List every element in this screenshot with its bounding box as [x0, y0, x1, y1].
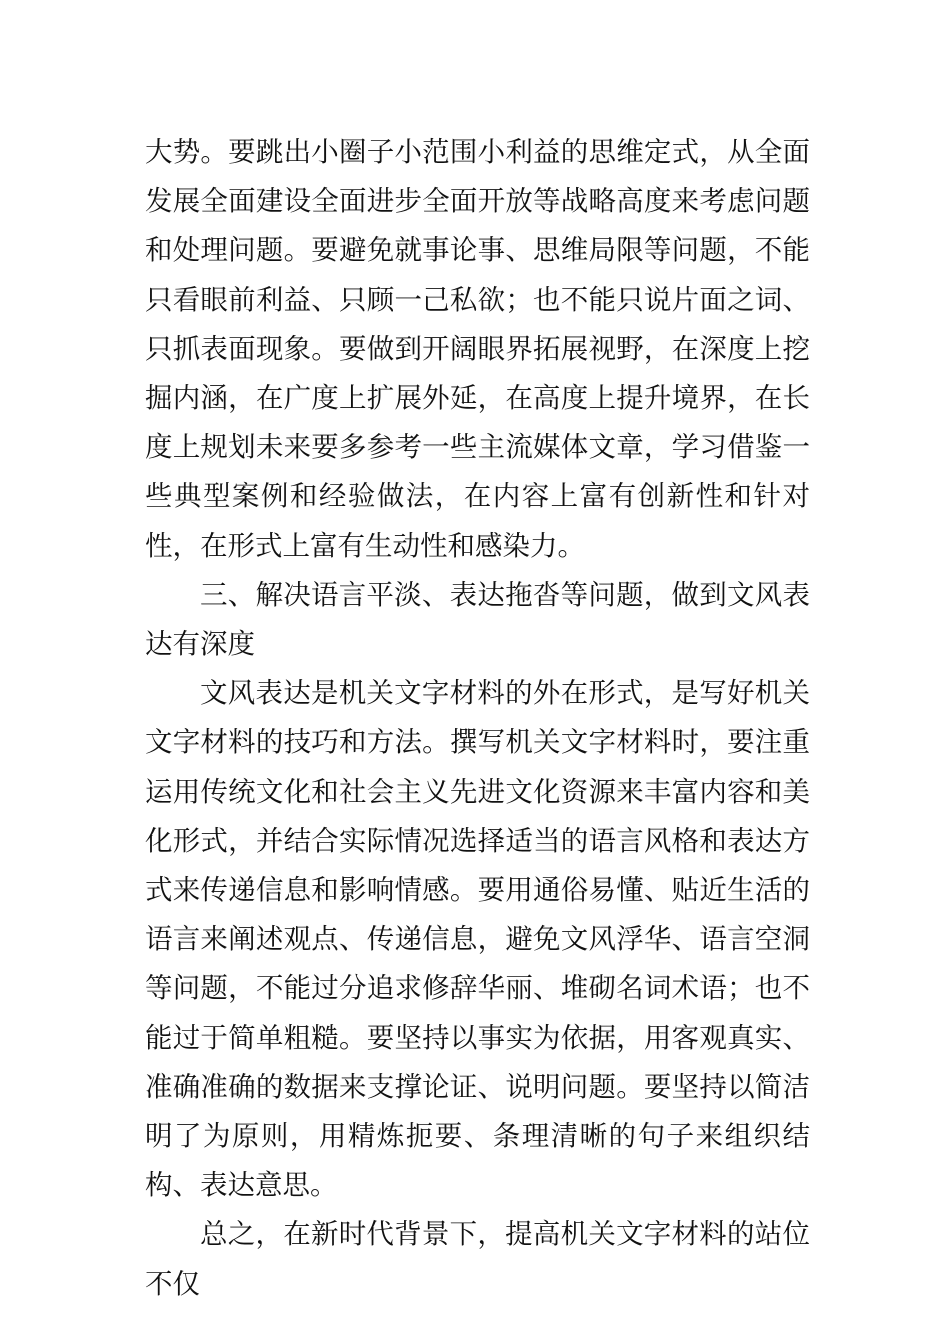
- paragraph-writing-style: 文风表达是机关文字材料的外在形式，是写好机关文字材料的技巧和方法。撰写机关文字材料时，要注重运用传统文化和社会主义先进文化资源来丰富内容和美化形式，并结合实际情况选择适当的语言风格和表达方式来传递信息和影响情感。要用通俗易懂、贴近生活的语言来阐述观点、传递信息，避免文风浮华、语言空洞等问题，不能过分追求修辞华丽、堆砌名词术语；也不能过于简单粗糙。要坚持以事实为依据，用客观真实、准确准确的数据来支撑论证、说明问题。要坚持以简洁明了为原则，用精炼扼要、条理清晰的句子来组织结构、表达意思。: [145, 677, 810, 1202]
- body-text: [145, 128, 810, 1309]
- paragraph-conclusion: 总之，在新时代背景下，提高机关文字材料的站位不仅: [145, 1218, 810, 1300]
- paragraph-continuation: 大势。要跳出小圈子小范围小利益的思维定式，从全面发展全面建设全面进步全面开放等战略高度来考虑问题和处理问题。要避免就事论事、思维局限等问题，不能只看眼前利益、只顾一己私欲；也不能只说片面之词、只抓表面现象。要做到开阔眼界拓展视野，在深度上挖掘内涵，在广度上扩展外延，在高度上提升境界，在长度上规划未来要多参考一些主流媒体文章，学习借鉴一些典型案例和经验做法，在内容上富有创新性和针对性，在形式上富有生动性和感染力。: [145, 136, 810, 562]
- section-heading-three: 三、解决语言平淡、表达拖沓等问题，做到文风表达有深度: [145, 578, 810, 661]
